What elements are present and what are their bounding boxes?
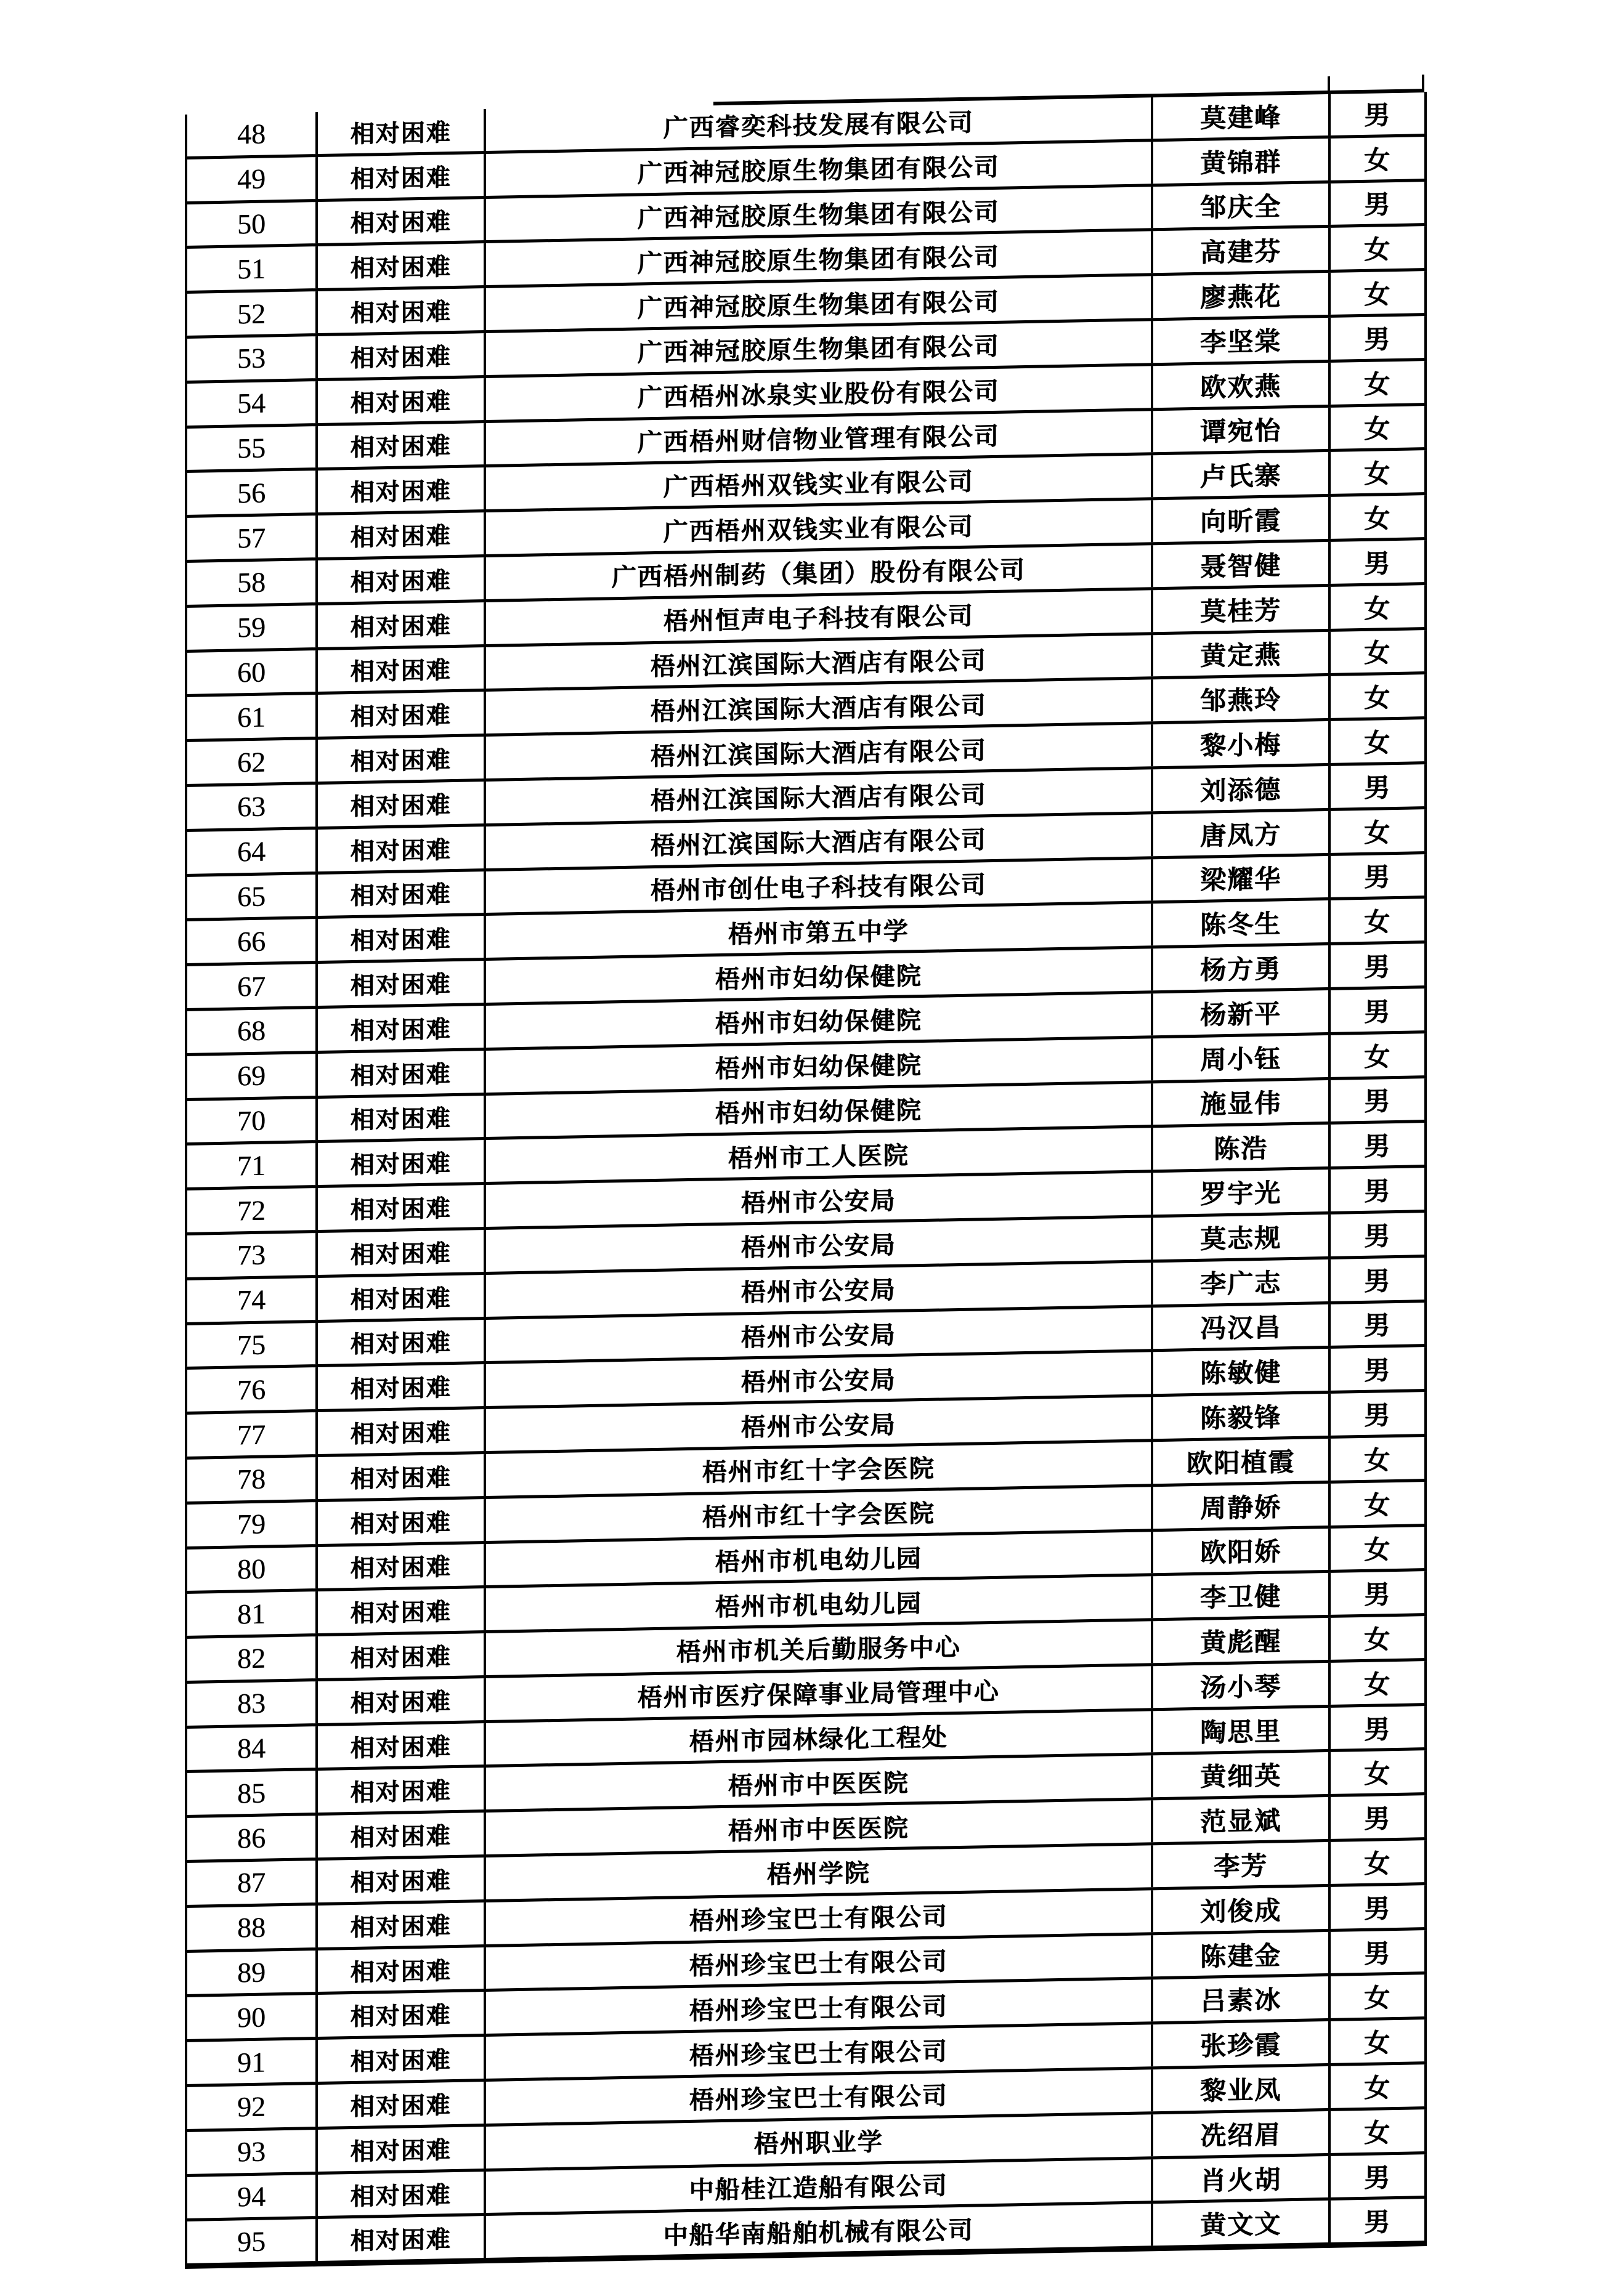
person-name-cell: 张珍霞 xyxy=(1152,2020,1329,2068)
employer-cell: 广西梧州财信物业管理有限公司 xyxy=(485,409,1152,466)
roster-rows xyxy=(186,92,1426,2266)
gender-cell: 女 xyxy=(1329,449,1426,496)
gender-cell: 女 xyxy=(1329,1749,1426,1796)
row-number-cell: 93 xyxy=(186,2128,317,2175)
row-number-cell: 80 xyxy=(186,1545,317,1593)
status-cell: 相对困难 xyxy=(317,600,485,649)
row-number-cell: 72 xyxy=(186,1187,317,1234)
row-number-cell: 84 xyxy=(186,1724,317,1772)
employer-cell: 梧州江滨国际大酒店有限公司 xyxy=(485,633,1152,690)
employer-cell: 广西梧州双钱实业有限公司 xyxy=(485,499,1152,556)
row-number-cell: 52 xyxy=(186,290,317,338)
status-cell: 相对困难 xyxy=(317,1542,485,1590)
status-cell: 相对困难 xyxy=(317,1991,485,2039)
status-cell: 相对困难 xyxy=(317,1497,485,1545)
person-name-cell: 莫建峰 xyxy=(1152,94,1329,140)
gender-cell: 女 xyxy=(1329,135,1426,182)
employer-cell: 广西神冠胶原生物集团有限公司 xyxy=(485,275,1152,332)
employer-cell: 梧州市机关后勤服务中心 xyxy=(485,1620,1152,1677)
status-cell: 相对困难 xyxy=(317,1184,485,1232)
gender-cell: 女 xyxy=(1329,225,1426,272)
employer-cell: 广西神冠胶原生物集团有限公司 xyxy=(485,140,1152,198)
row-number-cell: 92 xyxy=(186,2084,317,2131)
employer-cell: 梧州市红十字会医院 xyxy=(485,1485,1152,1542)
row-number-cell: 78 xyxy=(186,1455,317,1503)
status-cell: 相对困难 xyxy=(317,376,485,424)
row-number-cell: 69 xyxy=(186,1052,317,1099)
row-number-cell: 89 xyxy=(186,1949,317,1996)
status-cell: 相对困难 xyxy=(317,1766,485,1814)
status-cell: 相对困难 xyxy=(317,287,485,335)
person-name-cell: 汤小琴 xyxy=(1152,1661,1329,1709)
status-cell: 相对困难 xyxy=(317,690,485,738)
employer-cell: 梧州市园林绿化工程处 xyxy=(485,1709,1152,1766)
row-number-cell: 66 xyxy=(186,918,317,965)
person-name-cell: 梁耀华 xyxy=(1152,854,1329,902)
row-number-cell: 64 xyxy=(186,828,317,875)
status-cell: 相对困难 xyxy=(317,735,485,783)
employer-cell: 梧州市中医医院 xyxy=(485,1754,1152,1811)
gender-cell: 男 xyxy=(1329,1077,1426,1123)
person-name-cell: 向昕霞 xyxy=(1152,496,1329,544)
employer-cell: 梧州市公安局 xyxy=(485,1216,1152,1274)
person-name-cell: 杨方勇 xyxy=(1152,944,1329,992)
status-cell: 相对困难 xyxy=(317,152,485,200)
employer-cell: 梧州市公安局 xyxy=(485,1351,1152,1408)
employer-cell: 梧州珍宝巴士有限公司 xyxy=(485,2023,1152,2080)
status-cell: 相对困难 xyxy=(317,242,485,290)
gender-cell: 女 xyxy=(1329,1435,1426,1482)
status-cell: 相对困难 xyxy=(317,1587,485,1635)
status-cell: 相对困难 xyxy=(317,2080,485,2128)
status-cell: 相对困难 xyxy=(317,1273,485,1321)
employer-cell: 梧州市工人医院 xyxy=(485,1126,1152,1184)
person-name-cell: 欧欢燕 xyxy=(1152,361,1329,409)
status-cell: 相对困难 xyxy=(317,1363,485,1411)
row-number-cell: 60 xyxy=(186,649,317,696)
row-number-cell: 81 xyxy=(186,1590,317,1638)
status-cell: 相对困难 xyxy=(317,825,485,873)
employer-cell: 梧州市公安局 xyxy=(485,1171,1152,1229)
person-name-cell: 吕素冰 xyxy=(1152,1975,1329,2023)
person-name-cell: 周小钰 xyxy=(1152,1033,1329,1081)
status-cell: 相对困难 xyxy=(317,466,485,514)
status-cell: 相对困难 xyxy=(317,2170,485,2218)
gender-cell: 男 xyxy=(1329,1211,1426,1258)
row-number-cell: 79 xyxy=(186,1500,317,1548)
row-number-cell: 53 xyxy=(186,335,317,382)
employer-cell: 梧州市妇幼保健院 xyxy=(485,1037,1152,1094)
person-name-cell: 邹燕玲 xyxy=(1152,675,1329,723)
person-name-cell: 冼绍眉 xyxy=(1152,2109,1329,2157)
gender-cell: 女 xyxy=(1329,2108,1426,2154)
status-cell: 相对困难 xyxy=(317,1049,485,1097)
status-cell: 相对困难 xyxy=(317,1721,485,1769)
person-name-cell: 陈冬生 xyxy=(1152,899,1329,947)
row-number-cell: 95 xyxy=(186,2218,317,2266)
gender-cell: 男 xyxy=(1329,852,1426,899)
person-name-cell: 唐凤方 xyxy=(1152,809,1329,857)
row-number-cell: 61 xyxy=(186,693,317,741)
gender-cell: 男 xyxy=(1329,1928,1426,1975)
gender-cell: 男 xyxy=(1329,1256,1426,1303)
person-name-cell: 黄文文 xyxy=(1152,2199,1329,2249)
employer-cell: 梧州江滨国际大酒店有限公司 xyxy=(485,812,1152,870)
gender-cell: 女 xyxy=(1329,673,1426,720)
row-number-cell: 85 xyxy=(186,1769,317,1817)
row-number-cell: 63 xyxy=(186,783,317,831)
row-number-cell: 49 xyxy=(186,155,317,203)
status-cell: 相对困难 xyxy=(317,1946,485,1994)
status-cell: 相对困难 xyxy=(317,421,485,469)
person-name-cell: 黄锦群 xyxy=(1152,137,1329,185)
gender-cell: 男 xyxy=(1329,315,1426,362)
employer-cell: 梧州市第五中学 xyxy=(485,902,1152,960)
status-cell: 相对困难 xyxy=(317,1676,485,1724)
person-name-cell: 范显斌 xyxy=(1152,1796,1329,1844)
gender-cell: 女 xyxy=(1329,404,1426,451)
status-cell: 相对困难 xyxy=(317,1094,485,1142)
row-number-cell: 50 xyxy=(186,200,317,248)
gender-cell: 女 xyxy=(1329,628,1426,675)
row-number-cell: 90 xyxy=(186,1994,317,2041)
gender-cell: 女 xyxy=(1329,1615,1426,1662)
status-cell: 相对困难 xyxy=(317,1004,485,1053)
status-cell: 相对困难 xyxy=(317,870,485,918)
person-name-cell: 欧阳娇 xyxy=(1152,1527,1329,1575)
gender-cell: 男 xyxy=(1329,539,1426,586)
person-name-cell: 黎小梅 xyxy=(1152,720,1329,768)
employer-cell: 梧州珍宝巴士有限公司 xyxy=(485,2068,1152,2125)
status-cell: 相对困难 xyxy=(317,1318,485,1366)
person-name-cell: 李广志 xyxy=(1152,1258,1329,1306)
row-number-cell: 76 xyxy=(186,1366,317,1413)
employer-cell: 梧州江滨国际大酒店有限公司 xyxy=(485,768,1152,825)
person-name-cell: 肖火胡 xyxy=(1152,2154,1329,2202)
employer-cell: 梧州恒声电子科技有限公司 xyxy=(485,588,1152,645)
gender-cell: 男 xyxy=(1329,1704,1426,1751)
gender-cell: 男 xyxy=(1329,2152,1426,2199)
status-cell: 相对困难 xyxy=(317,1408,485,1456)
person-name-cell: 聂智健 xyxy=(1152,540,1329,588)
status-cell: 相对困难 xyxy=(317,960,485,1008)
employer-cell: 梧州市公安局 xyxy=(485,1306,1152,1363)
row-number-cell: 73 xyxy=(186,1231,317,1279)
employer-cell: 梧州职业学 xyxy=(485,2113,1152,2170)
gender-cell: 女 xyxy=(1329,1032,1426,1078)
person-name-cell: 黄彪醒 xyxy=(1152,1617,1329,1665)
row-number-cell: 57 xyxy=(186,514,317,562)
status-cell: 相对困难 xyxy=(317,1901,485,1949)
gender-cell: 女 xyxy=(1329,1525,1426,1572)
gender-cell: 女 xyxy=(1329,1659,1426,1706)
person-name-cell: 黎业凤 xyxy=(1152,2065,1329,2113)
row-number-cell: 51 xyxy=(186,245,317,293)
gender-cell: 男 xyxy=(1329,2197,1426,2245)
gender-cell: 男 xyxy=(1329,1391,1426,1437)
status-cell: 相对困难 xyxy=(317,109,485,155)
gender-cell: 男 xyxy=(1329,1301,1426,1348)
gender-cell: 女 xyxy=(1329,1480,1426,1527)
status-cell: 相对困难 xyxy=(317,645,485,693)
status-cell: 相对困难 xyxy=(317,197,485,245)
person-name-cell: 卢氏寨 xyxy=(1152,451,1329,499)
gender-cell: 女 xyxy=(1329,2063,1426,2110)
row-number-cell: 67 xyxy=(186,963,317,1010)
status-cell: 相对困难 xyxy=(317,915,485,963)
gender-cell: 女 xyxy=(1329,359,1426,406)
gender-cell: 男 xyxy=(1329,92,1426,137)
gender-cell: 男 xyxy=(1329,1883,1426,1930)
employer-cell: 梧州珍宝巴士有限公司 xyxy=(485,1978,1152,2035)
person-name-cell: 冯汉昌 xyxy=(1152,1303,1329,1351)
employer-cell: 梧州学院 xyxy=(485,1844,1152,1901)
status-cell: 相对困难 xyxy=(317,1139,485,1187)
row-number-cell: 82 xyxy=(186,1635,317,1683)
gender-cell: 男 xyxy=(1329,763,1426,810)
gender-cell: 女 xyxy=(1329,2018,1426,2065)
gender-cell: 女 xyxy=(1329,583,1426,630)
employer-cell: 广西梧州制药（集团）股份有限公司 xyxy=(485,544,1152,601)
employer-cell: 梧州珍宝巴士有限公司 xyxy=(485,1889,1152,1946)
person-name-cell: 李坚棠 xyxy=(1152,316,1329,364)
gender-cell: 女 xyxy=(1329,494,1426,541)
status-cell: 相对困难 xyxy=(317,556,485,604)
row-number-cell: 94 xyxy=(186,2173,317,2220)
gender-cell: 男 xyxy=(1329,1166,1426,1213)
row-number-cell: 54 xyxy=(186,379,317,427)
person-name-cell: 黄定燕 xyxy=(1152,630,1329,678)
column-border-overshoot xyxy=(1328,76,1330,92)
status-cell: 相对困难 xyxy=(317,1856,485,1904)
employer-cell: 梧州市妇幼保健院 xyxy=(485,992,1152,1049)
person-name-cell: 莫桂芳 xyxy=(1152,585,1329,633)
person-name-cell: 陈敏健 xyxy=(1152,1348,1329,1396)
row-number-cell: 58 xyxy=(186,559,317,607)
gender-cell: 女 xyxy=(1329,1839,1426,1886)
gender-cell: 男 xyxy=(1329,1570,1426,1617)
person-name-cell: 黄细英 xyxy=(1152,1751,1329,1799)
employer-cell: 梧州市妇幼保健院 xyxy=(485,947,1152,1004)
person-name-cell: 欧阳植霞 xyxy=(1152,1437,1329,1485)
status-cell: 相对困难 xyxy=(317,332,485,380)
employer-cell: 梧州江滨国际大酒店有限公司 xyxy=(485,723,1152,780)
employer-cell: 梧州市中医医院 xyxy=(485,1799,1152,1856)
employer-cell: 广西神冠胶原生物集团有限公司 xyxy=(485,230,1152,287)
employer-cell: 梧州市创仕电子科技有限公司 xyxy=(485,857,1152,915)
person-name-cell: 陶思里 xyxy=(1152,1706,1329,1754)
person-name-cell: 陈建金 xyxy=(1152,1930,1329,1978)
employer-cell: 广西梧州冰泉实业股份有限公司 xyxy=(485,365,1152,422)
status-cell: 相对困难 xyxy=(317,1452,485,1500)
person-name-cell: 邹庆全 xyxy=(1152,182,1329,230)
gender-cell: 女 xyxy=(1329,807,1426,854)
person-name-cell: 陈毅锋 xyxy=(1152,1393,1329,1441)
employer-cell: 梧州市机电幼儿园 xyxy=(485,1530,1152,1587)
employer-cell: 中船华南船舶机械有限公司 xyxy=(485,2202,1152,2261)
status-cell: 相对困难 xyxy=(317,2215,485,2264)
table-right-border-overshoot xyxy=(1422,75,1424,91)
row-number-cell: 77 xyxy=(186,1411,317,1458)
row-number-cell: 48 xyxy=(186,112,317,158)
gender-cell: 男 xyxy=(1329,1346,1426,1393)
employer-cell: 广西梧州双钱实业有限公司 xyxy=(485,454,1152,511)
status-cell: 相对困难 xyxy=(317,1228,485,1276)
row-number-cell: 59 xyxy=(186,604,317,651)
person-name-cell: 周静娇 xyxy=(1152,1482,1329,1530)
employer-cell: 广西睿奕科技发展有限公司 xyxy=(485,97,1152,152)
row-number-cell: 86 xyxy=(186,1814,317,1862)
row-number-cell: 83 xyxy=(186,1680,317,1727)
row-number-cell: 87 xyxy=(186,1859,317,1907)
row-number-cell: 62 xyxy=(186,738,317,786)
employer-cell: 梧州市妇幼保健院 xyxy=(485,1081,1152,1139)
status-cell: 相对困难 xyxy=(317,2125,485,2173)
row-number-cell: 65 xyxy=(186,873,317,920)
employer-cell: 梧州江滨国际大酒店有限公司 xyxy=(485,678,1152,735)
row-number-cell: 74 xyxy=(186,1276,317,1324)
person-name-cell: 施显伟 xyxy=(1152,1078,1329,1126)
employer-cell: 梧州市公安局 xyxy=(485,1261,1152,1318)
roster-table-grid xyxy=(185,92,1427,2269)
employer-cell: 中船桂江造船有限公司 xyxy=(485,2157,1152,2215)
gender-cell: 男 xyxy=(1329,987,1426,1034)
employer-cell: 广西神冠胶原生物集团有限公司 xyxy=(485,320,1152,377)
gender-cell: 男 xyxy=(1329,180,1426,227)
status-cell: 相对困难 xyxy=(317,2035,485,2084)
status-cell: 相对困难 xyxy=(317,1811,485,1859)
gender-cell: 女 xyxy=(1329,897,1426,944)
employer-cell: 梧州市医疗保障事业局管理中心 xyxy=(485,1665,1152,1722)
gender-cell: 男 xyxy=(1329,1794,1426,1841)
person-name-cell: 李卫健 xyxy=(1152,1572,1329,1620)
row-number-cell: 55 xyxy=(186,424,317,472)
row-number-cell: 91 xyxy=(186,2039,317,2086)
person-name-cell: 谭宛怡 xyxy=(1152,406,1329,454)
person-name-cell: 罗宇光 xyxy=(1152,1168,1329,1216)
gender-cell: 男 xyxy=(1329,942,1426,989)
person-name-cell: 刘俊成 xyxy=(1152,1885,1329,1933)
gender-cell: 女 xyxy=(1329,718,1426,765)
gender-cell: 女 xyxy=(1329,1973,1426,2020)
employer-cell: 梧州市公安局 xyxy=(485,1396,1152,1453)
employer-cell: 梧州市机电幼儿园 xyxy=(485,1575,1152,1632)
person-name-cell: 刘添德 xyxy=(1152,764,1329,812)
person-name-cell: 廖燕花 xyxy=(1152,272,1329,320)
row-number-cell: 56 xyxy=(186,469,317,517)
person-name-cell: 陈浩 xyxy=(1152,1123,1329,1171)
employer-cell: 广西神冠胶原生物集团有限公司 xyxy=(485,185,1152,242)
row-number-cell: 75 xyxy=(186,1321,317,1368)
person-name-cell: 李芳 xyxy=(1152,1841,1329,1889)
employer-cell: 梧州市红十字会医院 xyxy=(485,1441,1152,1498)
status-cell: 相对困难 xyxy=(317,780,485,828)
gender-cell: 男 xyxy=(1329,1122,1426,1168)
status-cell: 相对困难 xyxy=(317,511,485,559)
row-number-cell: 68 xyxy=(186,1008,317,1055)
row-number-cell: 70 xyxy=(186,1097,317,1144)
row-number-cell: 88 xyxy=(186,1904,317,1951)
person-name-cell: 莫志规 xyxy=(1152,1213,1329,1261)
person-name-cell: 杨新平 xyxy=(1152,988,1329,1037)
row-number-cell: 71 xyxy=(186,1142,317,1189)
roster-table xyxy=(185,92,1424,2269)
person-name-cell: 高建芬 xyxy=(1152,227,1329,275)
gender-cell: 女 xyxy=(1329,270,1426,317)
employer-cell: 梧州珍宝巴士有限公司 xyxy=(485,1933,1152,1991)
status-cell: 相对困难 xyxy=(317,1632,485,1680)
